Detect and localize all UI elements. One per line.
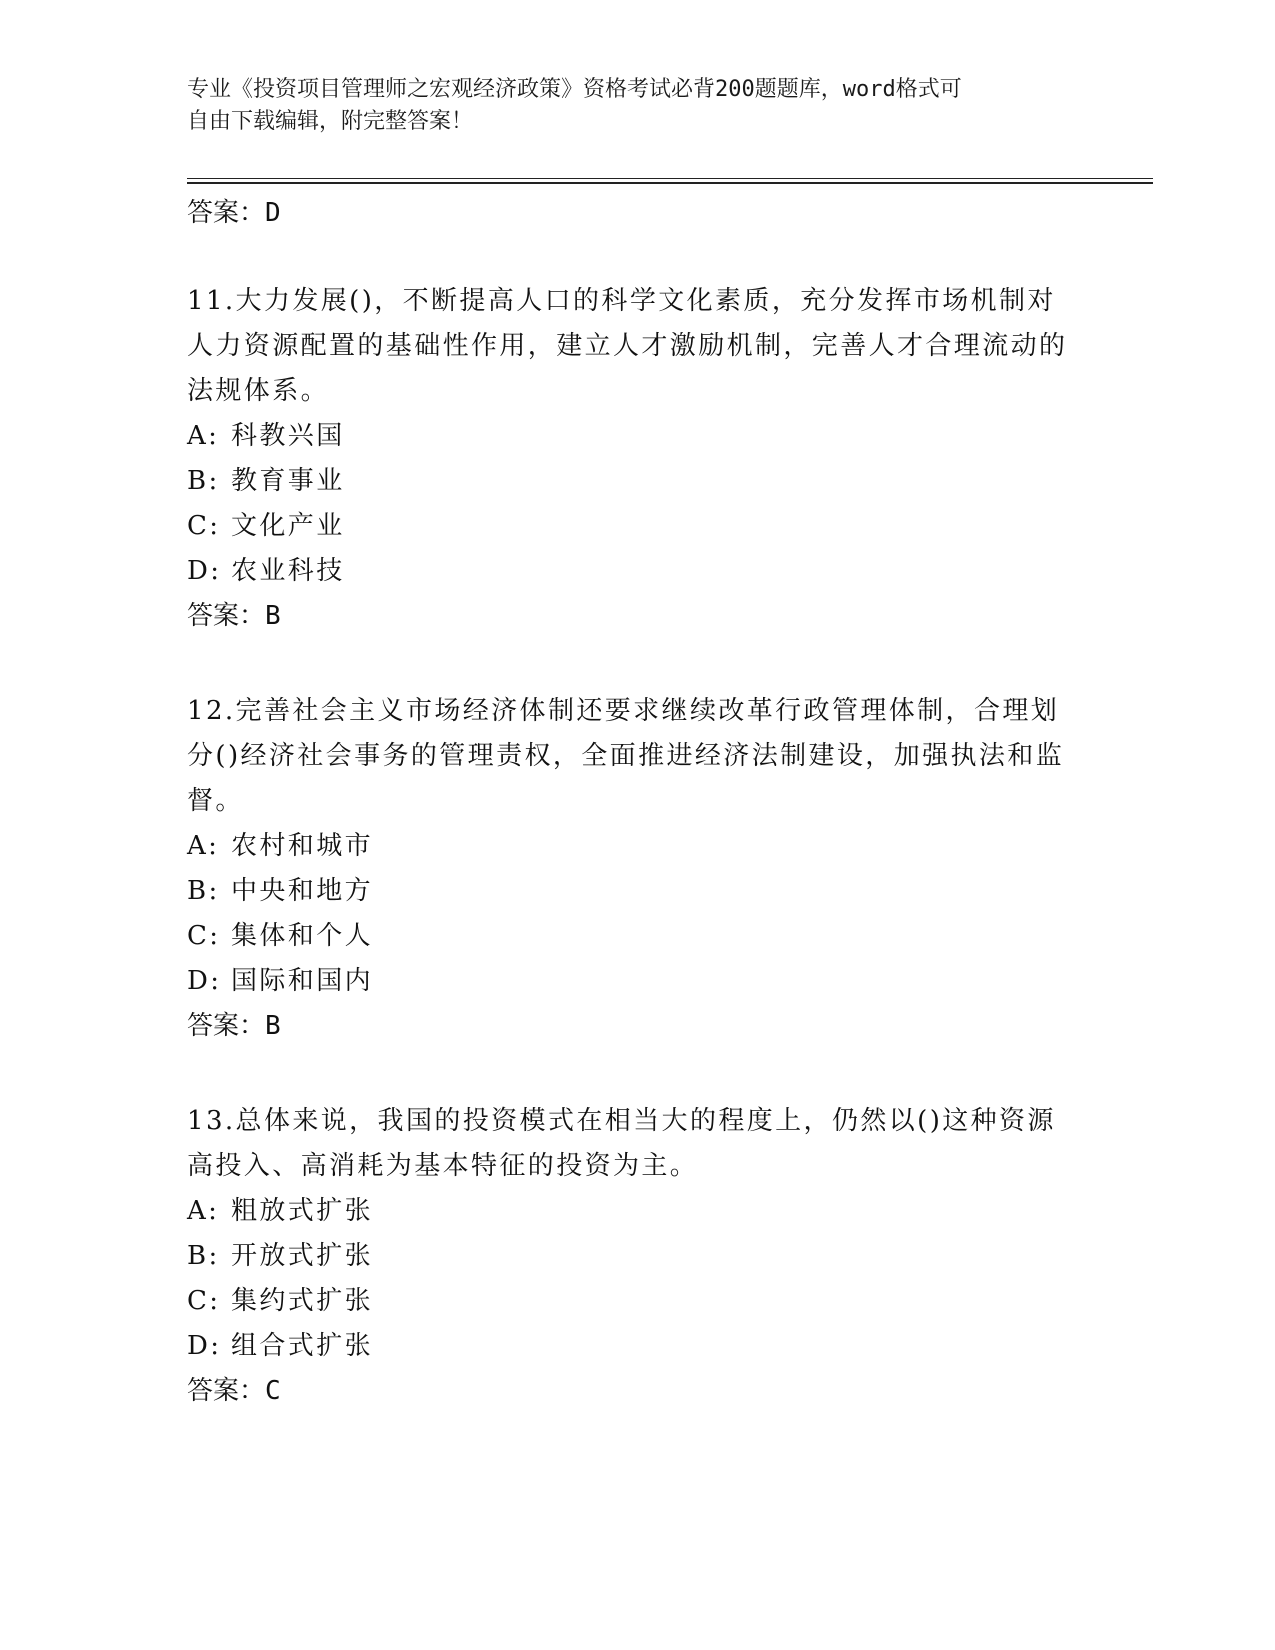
option-letter: C: <box>187 921 221 951</box>
answer-label: 答案：D <box>187 198 281 228</box>
option-a <box>187 414 1077 459</box>
option-letter: A: <box>187 1196 220 1226</box>
question-item <box>187 279 1077 638</box>
option-c <box>187 914 1077 959</box>
option-b <box>187 459 1077 504</box>
question-text: 12.完善社会主义市场经济体制还要求继续改革行政管理体制，合理划分()经济社会事务的管理责权，全面推进经济法制建设，加强执法和监督。 <box>187 696 1065 816</box>
option-text: 科教兴国 <box>231 421 345 451</box>
option-c <box>187 1279 1077 1324</box>
question-item <box>187 689 1077 1048</box>
option-text: 文化产业 <box>231 511 345 541</box>
answer-label: 答案：B <box>187 601 281 631</box>
option-d <box>187 549 1077 594</box>
option-text: 组合式扩张 <box>231 1331 374 1361</box>
document-header <box>187 74 1067 138</box>
option-b <box>187 869 1077 914</box>
header-divider-thin <box>187 178 1153 179</box>
header-divider-thick <box>187 182 1153 184</box>
answer-label: 答案：B <box>187 1011 281 1041</box>
option-text: 集体和个人 <box>231 921 374 951</box>
option-text: 中央和地方 <box>231 876 374 906</box>
option-b <box>187 1234 1077 1279</box>
option-text: 粗放式扩张 <box>231 1196 374 1226</box>
option-text: 国际和国内 <box>231 966 374 996</box>
question-text: 13.总体来说，我国的投资模式在相当大的程度上，仍然以()这种资源高投入、高消耗为基本特征的投资为主。 <box>187 1106 1056 1181</box>
option-letter: C: <box>187 511 221 541</box>
option-text: 集约式扩张 <box>231 1286 374 1316</box>
option-letter: C: <box>187 1286 221 1316</box>
option-d <box>187 1324 1077 1369</box>
option-letter: D: <box>187 1331 222 1361</box>
option-a <box>187 1189 1077 1234</box>
answer-label: 答案：C <box>187 1376 281 1406</box>
question-text: 11.大力发展()，不断提高人口的科学文化素质，充分发挥市场机制对人力资源配置的基础性作用，建立人才激励机制，完善人才合理流动的法规体系。 <box>187 286 1068 406</box>
option-text: 农村和城市 <box>231 831 374 861</box>
previous-question-answer-block <box>187 191 281 235</box>
option-c <box>187 504 1077 549</box>
option-text: 开放式扩张 <box>231 1241 374 1271</box>
option-letter: A: <box>187 831 220 861</box>
option-a <box>187 824 1077 869</box>
option-text: 教育事业 <box>231 466 345 496</box>
option-letter: B: <box>187 1241 220 1271</box>
header-title-line-2: 自由下载编辑，附完整答案！ <box>187 109 474 134</box>
option-letter: B: <box>187 466 220 496</box>
header-title-line-1: 专业《投资项目管理师之宏观经济政策》资格考试必背200题题库，word格式可 <box>187 77 962 102</box>
option-letter: D: <box>187 556 222 586</box>
option-d <box>187 959 1077 1004</box>
question-item <box>187 1099 1077 1413</box>
option-letter: D: <box>187 966 222 996</box>
option-text: 农业科技 <box>231 556 345 586</box>
option-letter: B: <box>187 876 220 906</box>
option-letter: A: <box>187 421 220 451</box>
